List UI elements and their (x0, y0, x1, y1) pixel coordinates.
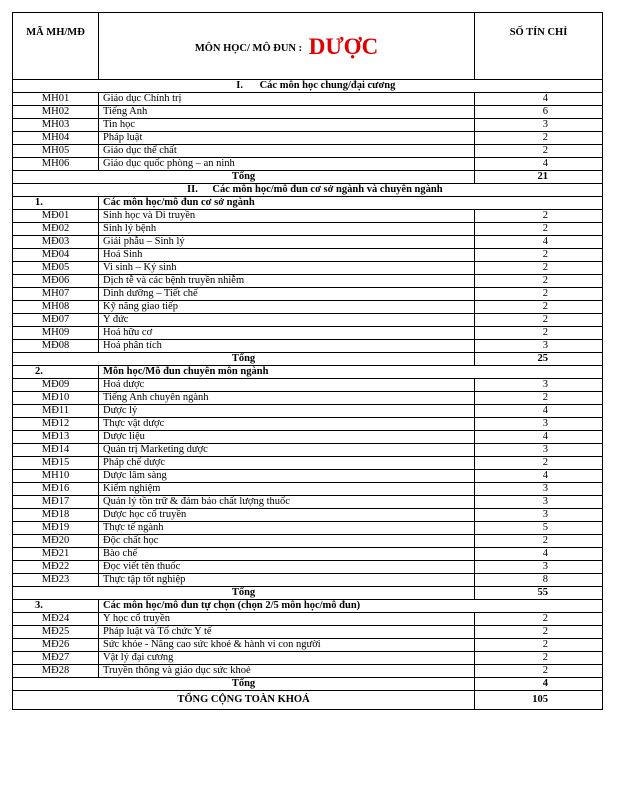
course-name: Vật lý đại cương (99, 652, 475, 665)
group-number: 3. (13, 600, 99, 613)
course-code: MĐ05 (13, 262, 99, 275)
course-credit: 2 (475, 392, 603, 405)
course-name: Tin học (99, 119, 475, 132)
course-code: MĐ18 (13, 509, 99, 522)
course-code: MĐ25 (13, 626, 99, 639)
section-heading-row (13, 184, 603, 197)
course-credit: 2 (475, 457, 603, 470)
course-code: MH04 (13, 132, 99, 145)
course-row (13, 548, 603, 561)
subject-column-header (99, 13, 475, 80)
course-name: Thực tế ngành (99, 522, 475, 535)
course-name: Pháp luật và Tổ chức Y tế (99, 626, 475, 639)
course-name: Sinh học và Di truyền (99, 210, 475, 223)
subtotal-row (13, 171, 603, 184)
grand-total-label: TỔNG CỘNG TOÀN KHOÁ (13, 691, 475, 710)
course-credit: 3 (475, 561, 603, 574)
course-code: MĐ10 (13, 392, 99, 405)
section-heading-row (13, 80, 603, 93)
course-code: MĐ03 (13, 236, 99, 249)
group-heading-row (13, 600, 603, 613)
course-row (13, 418, 603, 431)
code-column-header: MÃ MH/MĐ (13, 13, 99, 80)
course-name: Dược lý (99, 405, 475, 418)
course-credit: 4 (475, 431, 603, 444)
grand-total-row (13, 691, 603, 710)
course-name: Bào chế (99, 548, 475, 561)
course-code: MH07 (13, 288, 99, 301)
course-code: MH03 (13, 119, 99, 132)
course-credit: 3 (475, 418, 603, 431)
course-code: MH08 (13, 301, 99, 314)
group-title: Các môn học/mô đun cơ sở ngành (99, 197, 603, 210)
course-credit: 4 (475, 158, 603, 171)
course-credit: 5 (475, 522, 603, 535)
course-credit: 2 (475, 301, 603, 314)
course-code: MĐ20 (13, 535, 99, 548)
course-code: MĐ22 (13, 561, 99, 574)
course-credit: 2 (475, 275, 603, 288)
group-number: 1. (13, 197, 99, 210)
course-code: MH06 (13, 158, 99, 171)
course-name: Y đức (99, 314, 475, 327)
course-row (13, 223, 603, 236)
course-code: MĐ09 (13, 379, 99, 392)
course-code: MĐ26 (13, 639, 99, 652)
course-row (13, 405, 603, 418)
subtotal-value: 25 (475, 353, 603, 366)
course-code: MĐ08 (13, 340, 99, 353)
course-name: Giải phẫu – Sinh lý (99, 236, 475, 249)
course-row (13, 106, 603, 119)
course-name: Đọc viết tên thuốc (99, 561, 475, 574)
course-name: Quản trị Marketing dược (99, 444, 475, 457)
course-code: MĐ13 (13, 431, 99, 444)
course-credit: 3 (475, 509, 603, 522)
course-credit: 4 (475, 405, 603, 418)
course-name: Kỹ năng giao tiếp (99, 301, 475, 314)
course-name: Hoá Sinh (99, 249, 475, 262)
subtotal-row (13, 353, 603, 366)
course-row (13, 93, 603, 106)
course-credit: 2 (475, 314, 603, 327)
course-credit: 3 (475, 496, 603, 509)
title-prefix: MÔN HỌC/ MÔ ĐUN : (194, 43, 303, 54)
course-code: MH01 (13, 93, 99, 106)
course-row (13, 496, 603, 509)
course-code: MĐ07 (13, 314, 99, 327)
course-code: MH09 (13, 327, 99, 340)
course-name: Hoá hữu cơ (99, 327, 475, 340)
course-name: Truyền thông và giáo dục sức khoẻ (99, 665, 475, 678)
course-row (13, 327, 603, 340)
course-name: Dinh dưỡng – Tiết chế (99, 288, 475, 301)
course-row (13, 288, 603, 301)
subtotal-value: 21 (475, 171, 603, 184)
course-name: Pháp luật (99, 132, 475, 145)
course-name: Hoá phân tích (99, 340, 475, 353)
course-row (13, 613, 603, 626)
course-credit: 2 (475, 249, 603, 262)
course-code: MH02 (13, 106, 99, 119)
course-row (13, 444, 603, 457)
course-credit: 2 (475, 535, 603, 548)
subtotal-label: Tổng (13, 678, 475, 691)
course-credit: 3 (475, 119, 603, 132)
course-credit: 2 (475, 626, 603, 639)
course-name: Dược học cổ truyền (99, 509, 475, 522)
course-credit: 3 (475, 483, 603, 496)
course-code: MĐ01 (13, 210, 99, 223)
course-row (13, 626, 603, 639)
course-row (13, 522, 603, 535)
course-credit: 2 (475, 639, 603, 652)
section-number: I. (236, 80, 243, 91)
course-row (13, 119, 603, 132)
group-number: 2. (13, 366, 99, 379)
course-row (13, 639, 603, 652)
course-row (13, 249, 603, 262)
course-row (13, 665, 603, 678)
course-name: Hoá dược (99, 379, 475, 392)
course-credit: 3 (475, 340, 603, 353)
course-row (13, 431, 603, 444)
course-credit: 4 (475, 236, 603, 249)
course-row (13, 210, 603, 223)
course-name: Độc chất học (99, 535, 475, 548)
subtotal-label: Tổng (13, 171, 475, 184)
course-code: MĐ21 (13, 548, 99, 561)
course-code: MH10 (13, 470, 99, 483)
section-title: Các môn học/mô đun cơ sở ngành và chuyên ngành (212, 184, 443, 195)
course-row (13, 509, 603, 522)
course-credit: 2 (475, 262, 603, 275)
course-credit: 2 (475, 145, 603, 158)
group-title: Môn học/Mô đun chuyên môn ngành (99, 366, 603, 379)
course-credit: 2 (475, 613, 603, 626)
course-code: MĐ24 (13, 613, 99, 626)
table-header-row (13, 13, 603, 80)
course-code: MĐ12 (13, 418, 99, 431)
course-name: Sức khỏe - Nâng cao sức khoẻ & hành vi con người (99, 639, 475, 652)
course-code: MĐ11 (13, 405, 99, 418)
course-code: MĐ02 (13, 223, 99, 236)
subtotal-row (13, 587, 603, 600)
course-name: Y học cổ truyền (99, 613, 475, 626)
course-credit: 8 (475, 574, 603, 587)
course-code: MĐ17 (13, 496, 99, 509)
course-name: Dược lâm sàng (99, 470, 475, 483)
course-name: Kiểm nghiệm (99, 483, 475, 496)
course-name: Pháp chế dược (99, 457, 475, 470)
course-name: Thực vật dược (99, 418, 475, 431)
curriculum-table (12, 12, 603, 710)
course-name: Tiếng Anh (99, 106, 475, 119)
course-code: MĐ06 (13, 275, 99, 288)
course-credit: 2 (475, 652, 603, 665)
course-credit: 3 (475, 379, 603, 392)
course-name: Thực tập tốt nghiệp (99, 574, 475, 587)
course-code: MĐ15 (13, 457, 99, 470)
group-heading-row (13, 197, 603, 210)
course-credit: 2 (475, 288, 603, 301)
course-credit: 2 (475, 665, 603, 678)
course-row (13, 301, 603, 314)
course-code: MĐ23 (13, 574, 99, 587)
course-name: Giáo dục Chính trị (99, 93, 475, 106)
course-row (13, 314, 603, 327)
course-name: Giáo dục thể chất (99, 145, 475, 158)
course-row (13, 340, 603, 353)
course-row (13, 145, 603, 158)
course-name: Giáo dục quốc phòng – an ninh (99, 158, 475, 171)
course-name: Sinh lý bệnh (99, 223, 475, 236)
course-name: Tiếng Anh chuyên ngành (99, 392, 475, 405)
course-credit: 2 (475, 327, 603, 340)
program-title: DƯỢC (308, 34, 379, 59)
group-heading-row (13, 366, 603, 379)
course-row (13, 457, 603, 470)
course-credit: 6 (475, 106, 603, 119)
course-credit: 2 (475, 210, 603, 223)
course-row (13, 535, 603, 548)
course-credit: 4 (475, 548, 603, 561)
course-row (13, 379, 603, 392)
course-name: Dịch tễ và các bệnh truyền nhiễm (99, 275, 475, 288)
course-code: MĐ16 (13, 483, 99, 496)
course-credit: 2 (475, 132, 603, 145)
course-row (13, 132, 603, 145)
course-name: Dược liệu (99, 431, 475, 444)
subtotal-value: 55 (475, 587, 603, 600)
course-name: Quản lý tồn trữ & đảm bảo chất lượng thuốc (99, 496, 475, 509)
course-code: MĐ27 (13, 652, 99, 665)
course-credit: 4 (475, 93, 603, 106)
credit-column-header: SỐ TÍN CHỈ (475, 13, 603, 80)
subtotal-label: Tổng (13, 587, 475, 600)
course-code: MĐ19 (13, 522, 99, 535)
grand-total-value: 105 (475, 691, 603, 710)
course-code: MĐ28 (13, 665, 99, 678)
course-name: Vi sinh – Ký sinh (99, 262, 475, 275)
course-code: MĐ14 (13, 444, 99, 457)
course-row (13, 574, 603, 587)
section-number: II. (187, 184, 198, 195)
course-row (13, 236, 603, 249)
subtotal-value: 4 (475, 678, 603, 691)
course-code: MĐ04 (13, 249, 99, 262)
course-credit: 3 (475, 444, 603, 457)
group-title: Các môn học/mô đun tự chọn (chọn 2/5 môn học/mô đun) (99, 600, 603, 613)
course-row (13, 470, 603, 483)
course-row (13, 275, 603, 288)
course-row (13, 561, 603, 574)
course-row (13, 158, 603, 171)
subtotal-row (13, 678, 603, 691)
course-row (13, 262, 603, 275)
course-row (13, 483, 603, 496)
course-row (13, 392, 603, 405)
subtotal-label: Tổng (13, 353, 475, 366)
course-credit: 4 (475, 470, 603, 483)
course-credit: 2 (475, 223, 603, 236)
course-code: MH05 (13, 145, 99, 158)
course-row (13, 652, 603, 665)
section-title: Các môn học chung/đại cương (259, 80, 396, 91)
